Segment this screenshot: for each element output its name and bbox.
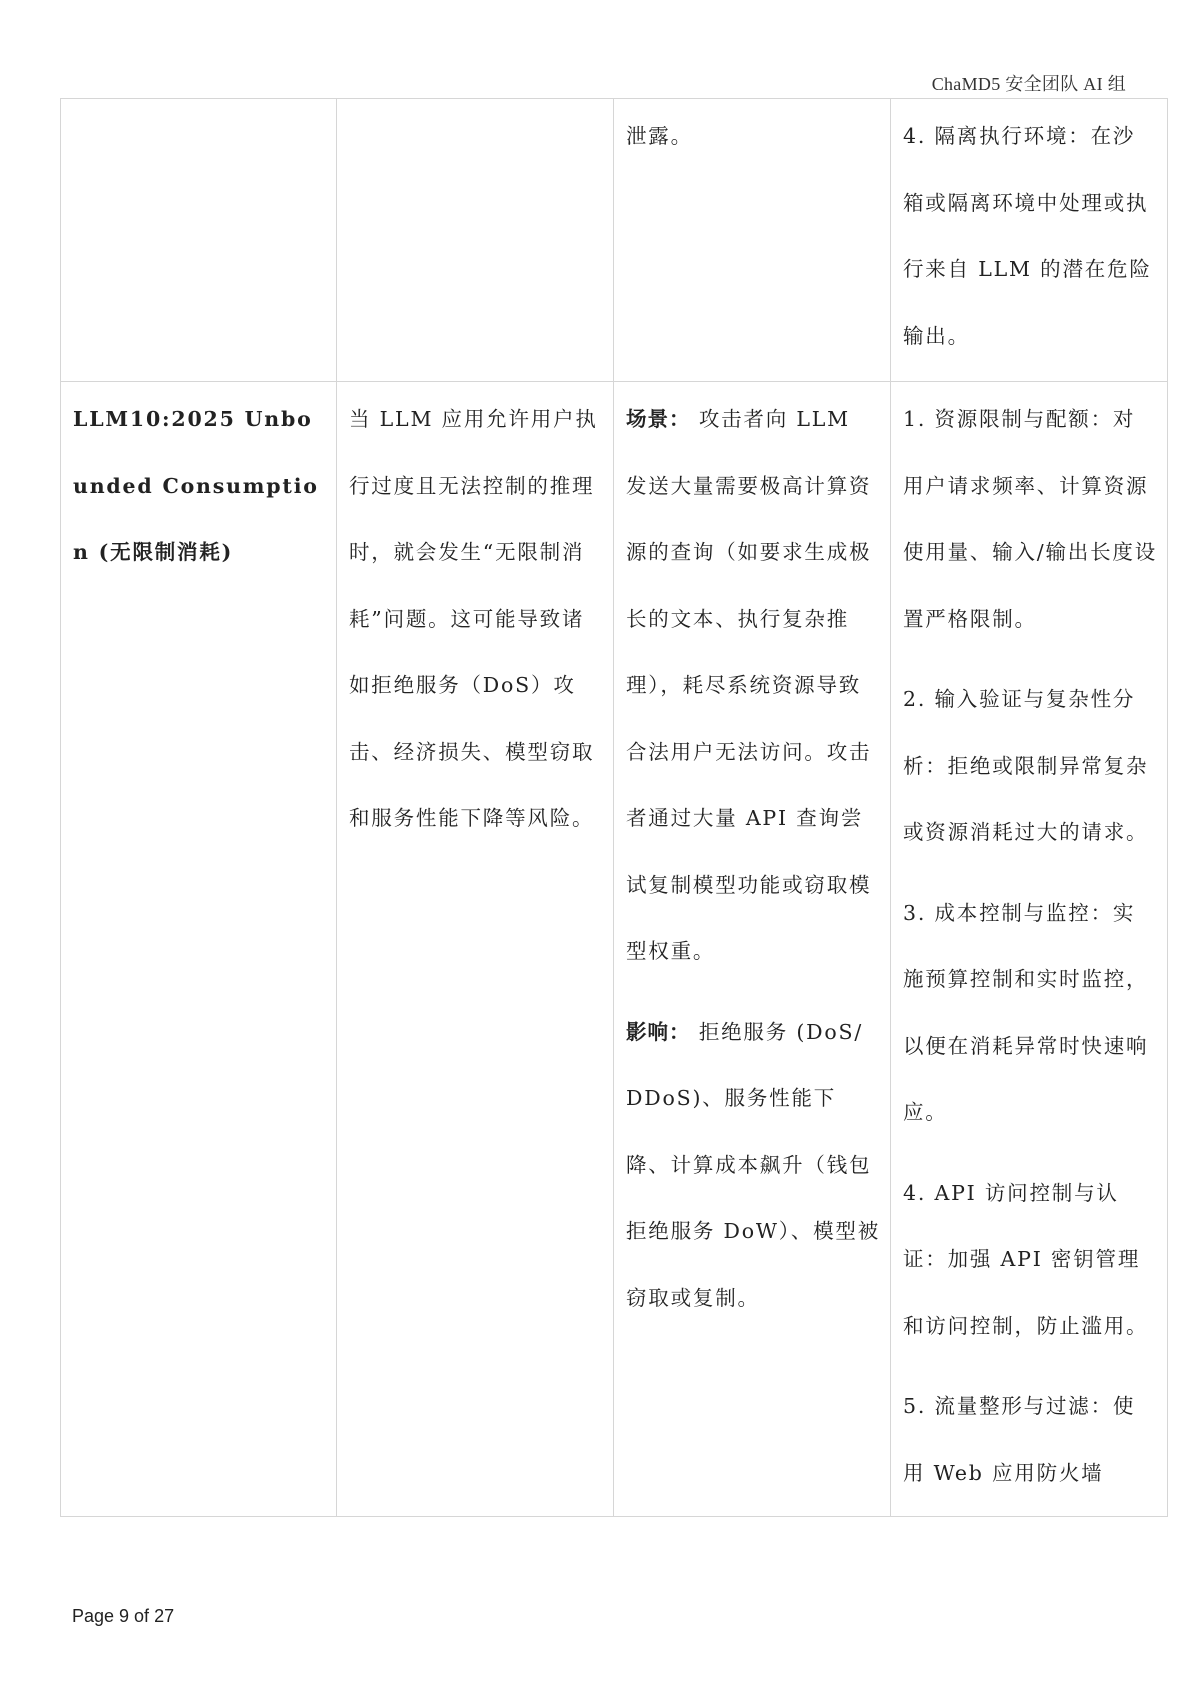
table-cell-mitigation: 4. 隔离执行环境：在沙箱或隔离环境中处理或执行来自 LLM 的潜在危险输出。 bbox=[891, 99, 1168, 382]
page-number: Page 9 of 27 bbox=[72, 1606, 175, 1626]
table-cell-scenario-impact bbox=[614, 382, 891, 1517]
table-cell-risk-name: LLM10:2025 Unbounded Consumption (无限制消耗) bbox=[61, 382, 337, 1517]
table-cell-risk-name bbox=[61, 99, 337, 382]
impact-text: 拒绝服务 (DoS/DDoS)、服务性能下降、计算成本飙升（钱包拒绝服务 DoW）、模型被窃取或复制。 bbox=[626, 1019, 881, 1310]
risk-table bbox=[60, 98, 1168, 1517]
scenario-paragraph bbox=[626, 386, 880, 985]
mitigation-item: 4. API 访问控制与认证：加强 API 密钥管理和访问控制，防止滥用。 bbox=[903, 1180, 1149, 1338]
table-cell-scenario: 泄露。 bbox=[614, 99, 891, 382]
impact-paragraph bbox=[626, 999, 880, 1332]
table-cell-description bbox=[337, 99, 614, 382]
mitigation-item: 5. 流量整形与过滤：使用 Web 应用防火墙 bbox=[903, 1394, 1136, 1485]
page-header-org: ChaMD5 安全团队 AI 组 bbox=[931, 74, 1126, 94]
scenario-text: 攻击者向 LLM 发送大量需要极高计算资源的查询（如要求生成极长的文本、执行复杂推理），耗尽系统资源导致合法用户无法访问。攻击者通过大量 API 查询尝试复制模型功能或窃取模型权重。 bbox=[626, 407, 872, 963]
scenario-label: 场景： bbox=[626, 407, 691, 431]
table-cell-mitigation bbox=[891, 382, 1168, 1517]
table-row bbox=[61, 382, 1168, 1517]
table-cell-description: 当 LLM 应用允许用户执行过度且无法控制的推理时，就会发生“无限制消耗”问题。这可能导致诸如拒绝服务（DoS）攻击、经济损失、模型窃取和服务性能下降等风险。 bbox=[337, 382, 614, 1517]
mitigation-item: 2. 输入验证与复杂性分析：拒绝或限制异常复杂或资源消耗过大的请求。 bbox=[903, 687, 1149, 844]
table-row bbox=[61, 99, 1168, 382]
mitigation-item: 3. 成本控制与监控：实施预算控制和实时监控，以便在消耗异常时快速响应。 bbox=[903, 900, 1149, 1124]
mitigation-item: 1. 资源限制与配额：对用户请求频率、计算资源使用量、输入/输出长度设置严格限制。 bbox=[903, 407, 1158, 631]
impact-label: 影响： bbox=[626, 1019, 691, 1044]
